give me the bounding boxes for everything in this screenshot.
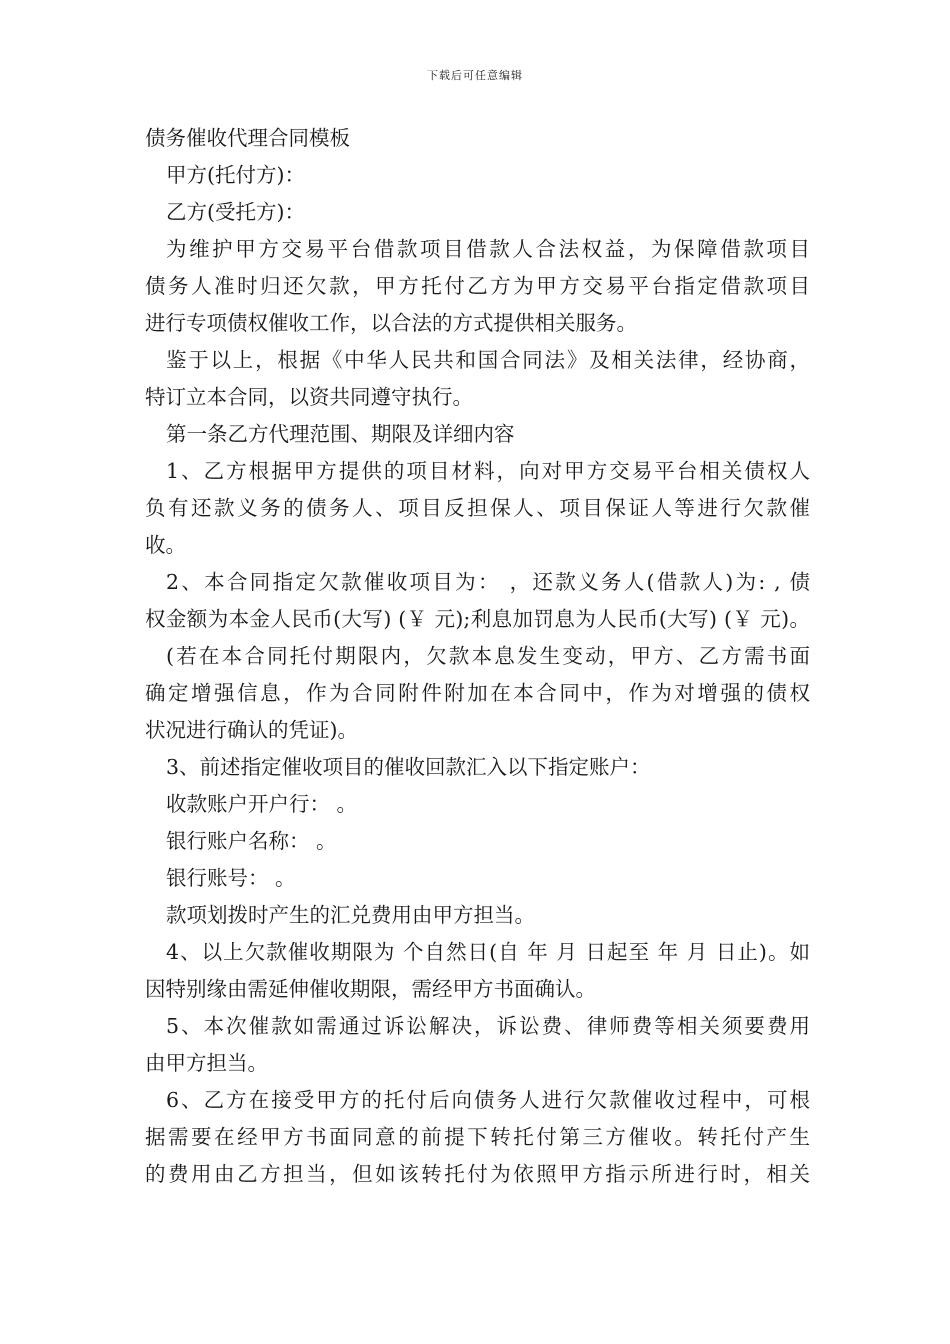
paragraph-line: 6、乙方在接受甲方的托付后向债务人进行欠款催收过程中，可根 — [166, 1088, 810, 1112]
account-bank-line: 收款账户开户行： 。 — [166, 792, 358, 816]
paragraph-line: 负有还款义务的债务人、项目反担保人、项目保证人等进行欠款催 — [145, 496, 810, 520]
paragraph-line: 2、本合同指定欠款催收项目为： ，还款义务人(借款人)为: , 债 — [166, 570, 810, 594]
paragraph-line: 收。 — [145, 533, 186, 557]
paragraph-line: 1、乙方根据甲方提供的项目材料，向对甲方交易平台相关债权人 — [166, 459, 810, 483]
paragraph-line: 款项划拨时产生的汇兑费用由甲方担当。 — [166, 903, 535, 927]
page-header-note: 下载后可任意编辑 — [427, 69, 523, 82]
paragraph-line: 由甲方担当。 — [145, 1051, 268, 1075]
paragraph-line: 鉴于以上，根据《中华人民共和国合同法》及相关法律，经协商， — [166, 348, 810, 372]
paragraph-line: 4、以上欠款催收期限为 个自然日(自 年 月 日起至 年 月 日止)。如 — [166, 940, 810, 964]
paragraph-line: 因特别缘由需延伸催收期限，需经甲方书面确认。 — [145, 977, 596, 1001]
account-number-line: 银行账号： 。 — [166, 866, 296, 890]
paragraph-line: (若在本合同托付期限内，欠款本息发生变动，甲方、乙方需书面 — [166, 644, 810, 668]
document-title: 债务催收代理合同模板 — [145, 126, 350, 150]
paragraph-line: 5、本次催款如需通过诉讼解决，诉讼费、律师费等相关须要费用 — [166, 1014, 810, 1038]
party-a-line: 甲方(托付方)： — [166, 163, 305, 187]
paragraph-line: 状况进行确认的凭证)。 — [145, 718, 358, 742]
paragraph-line: 债务人准时归还欠款，甲方托付乙方为甲方交易平台指定借款项目 — [145, 274, 810, 298]
document-body — [145, 120, 810, 1193]
paragraph-line: 权金额为本金人民币(大写) (￥ 元);利息加罚息为人民币(大写) (￥ 元)。 — [145, 607, 810, 631]
paragraph-line: 进行专项债权催收工作，以合法的方式提供相关服务。 — [145, 311, 637, 335]
account-name-line: 银行账户名称： 。 — [166, 829, 337, 853]
party-b-line: 乙方(受托方)： — [166, 200, 305, 224]
paragraph-line: 确定增强信息，作为合同附件附加在本合同中，作为对增强的债权 — [145, 681, 810, 705]
paragraph-line: 特订立本合同，以资共同遵守执行。 — [145, 385, 473, 409]
paragraph-line: 据需要在经甲方书面同意的前提下转托付第三方催收。转托付产生 — [145, 1125, 810, 1149]
section-heading: 第一条乙方代理范围、期限及详细内容 — [166, 422, 515, 446]
paragraph-line: 3、前述指定催收项目的催收回款汇入以下指定账户： — [166, 755, 651, 779]
paragraph-line: 为维护甲方交易平台借款项目借款人合法权益，为保障借款项目 — [166, 237, 810, 261]
paragraph-line: 的费用由乙方担当，但如该转托付为依照甲方指示所进行时，相关 — [145, 1162, 810, 1186]
